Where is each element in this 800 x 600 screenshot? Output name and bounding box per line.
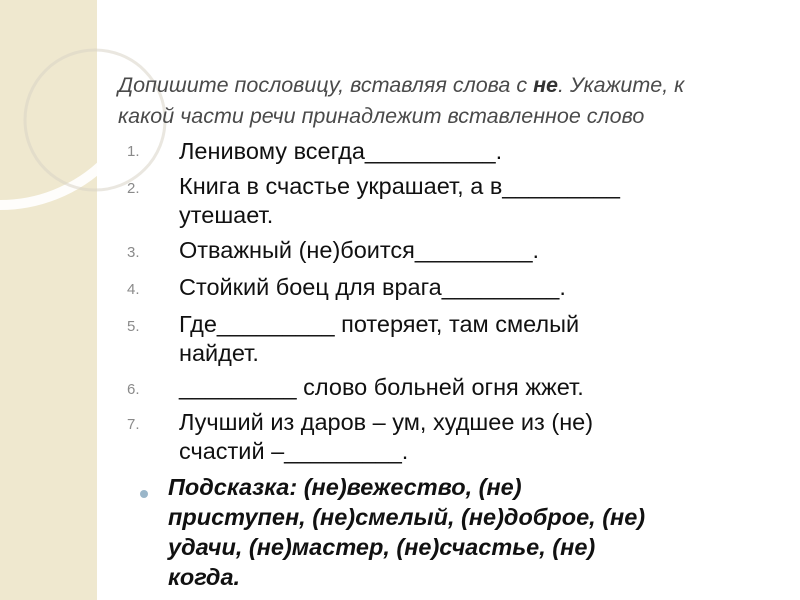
slide-title: Допишите пословицу, вставляя слова с не. Укажите, к какой части речи принадлежит вставленное слово <box>118 73 685 128</box>
item-text: Стойкий боец для врага_________. <box>179 274 566 300</box>
item-text-cont: найдет. <box>179 340 259 366</box>
item-text: _________ слово больней огня жжет. <box>179 374 584 400</box>
item-number: 4. <box>127 281 140 298</box>
hint-bullet <box>140 490 148 498</box>
item-number: 7. <box>127 416 140 433</box>
item-text-cont: утешает. <box>179 202 274 228</box>
hint-text: Подсказка: (не)вежество, (не) приступен, (не)смелый, (не)доброе, (не) удачи, (не)мастер, (не)счастье, (не) когда. <box>168 474 646 590</box>
item-number: 6. <box>127 381 140 398</box>
item-number: 1. <box>127 143 140 160</box>
item-number: 2. <box>127 180 140 197</box>
item-text: Лучший из даров – ум, худшее из (не) <box>179 409 594 435</box>
item-text: Книга в счастье украшает, а в_________ <box>179 173 620 199</box>
item-number: 3. <box>127 244 140 261</box>
item-text-cont: счастий –_________. <box>179 438 409 464</box>
item-text: Отважный (не)боится_________. <box>179 237 540 263</box>
item-text: Где_________ потеряет, там смелый <box>179 311 580 337</box>
item-number: 5. <box>127 318 140 335</box>
item-text: Ленивому всегда__________. <box>179 138 503 164</box>
